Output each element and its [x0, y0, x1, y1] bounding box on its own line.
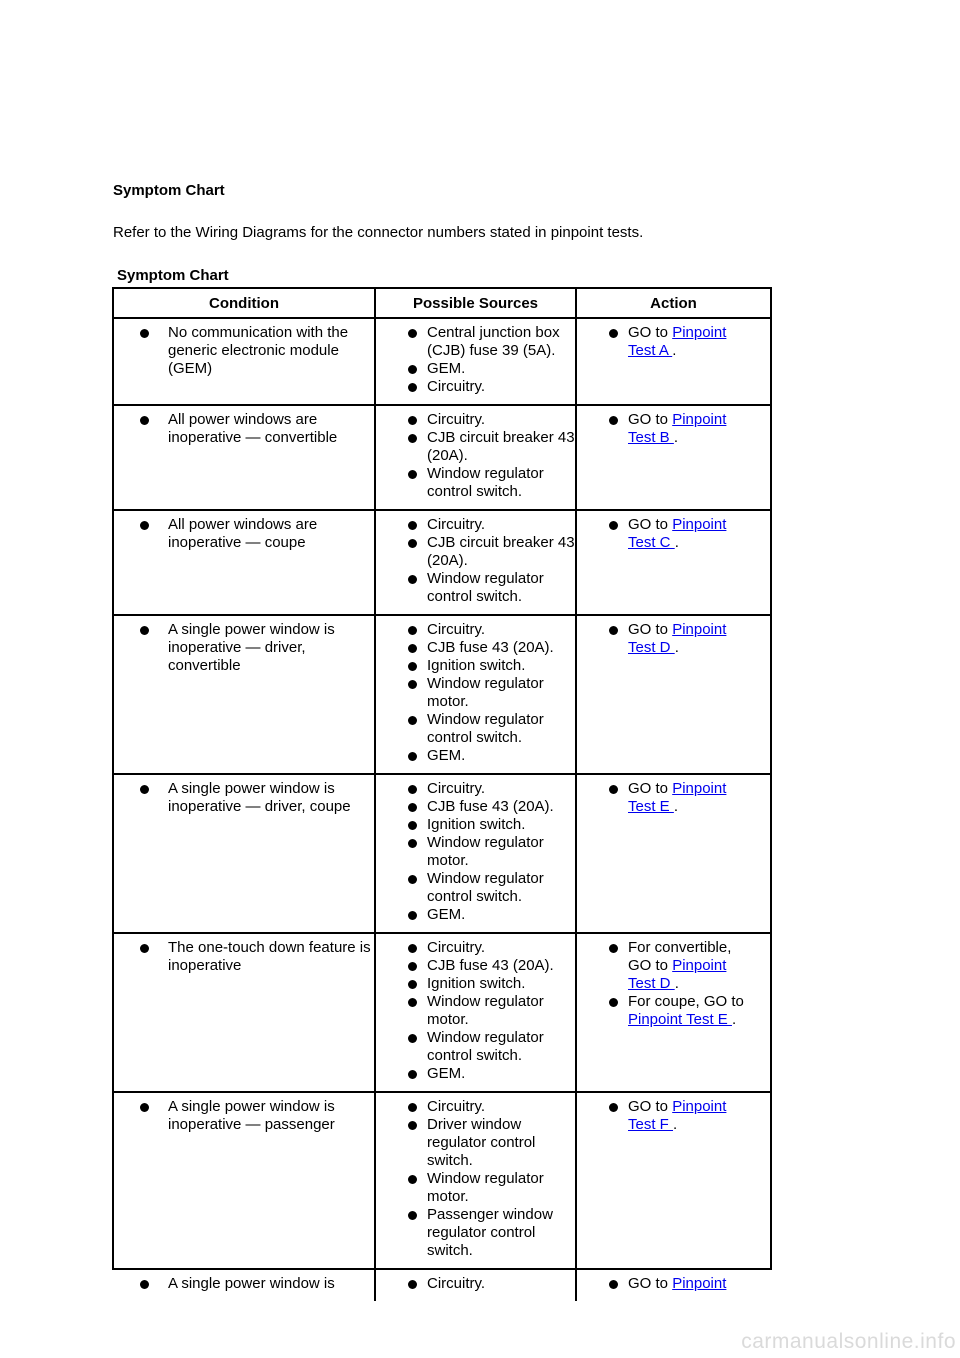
source-item: Passenger window regulator control switch. [376, 1206, 575, 1260]
action-prefix: GO to [628, 780, 673, 797]
action-item [577, 780, 770, 816]
header-possible-sources: Possible Sources [375, 289, 576, 318]
header-action: Action [576, 289, 770, 318]
pinpoint-test-link[interactable]: Pinpoint Test D [628, 957, 727, 992]
action-item [577, 621, 770, 657]
action-prefix: GO to [628, 1275, 673, 1292]
sources-cell [375, 405, 576, 510]
symptom-chart [112, 287, 772, 1292]
condition-cell [114, 933, 375, 1092]
table-row [114, 510, 770, 615]
pinpoint-test-link[interactable]: Pinpoint [672, 1275, 727, 1292]
action-cell [576, 615, 770, 774]
action-cell [576, 933, 770, 1092]
table-row [114, 1269, 770, 1301]
condition-item: All power windows are inoperative — coupe [114, 516, 374, 552]
pinpoint-test-link[interactable]: Pinpoint Test E [628, 780, 727, 815]
action-item [577, 516, 770, 552]
source-item: Circuitry. [376, 378, 575, 396]
source-item: CJB circuit breaker 43 (20A). [376, 429, 575, 465]
source-item: Ignition switch. [376, 975, 575, 993]
source-item: GEM. [376, 360, 575, 378]
action-prefix: GO to [628, 621, 673, 638]
symptom-table [114, 289, 770, 1301]
source-item: GEM. [376, 747, 575, 765]
table-row [114, 318, 770, 405]
action-prefix: GO to [628, 324, 673, 341]
action-cell [576, 405, 770, 510]
source-item: Driver window regulator control switch. [376, 1116, 575, 1170]
sources-cell [375, 615, 576, 774]
pinpoint-test-link[interactable]: Pinpoint Test C [628, 516, 727, 551]
action-cell [576, 318, 770, 405]
action-cell [576, 1092, 770, 1269]
source-item: Circuitry. [376, 1098, 575, 1116]
source-item: Ignition switch. [376, 816, 575, 834]
source-item: Window regulator motor. [376, 1170, 575, 1206]
pinpoint-test-link[interactable]: Pinpoint Test D [628, 621, 727, 656]
source-item: GEM. [376, 906, 575, 924]
condition-item: A single power window is inoperative — driver, coupe [114, 780, 374, 816]
condition-cell [114, 405, 375, 510]
sources-cell [375, 318, 576, 405]
action-suffix: . [674, 975, 679, 992]
condition-cell [114, 1269, 375, 1301]
condition-cell [114, 1092, 375, 1269]
source-item: Window regulator control switch. [376, 465, 575, 501]
sources-cell [375, 510, 576, 615]
condition-cell [114, 774, 375, 933]
table-header-row [114, 289, 770, 318]
action-suffix: . [672, 342, 677, 359]
source-item: CJB fuse 43 (20A). [376, 639, 575, 657]
action-suffix: . [673, 429, 679, 446]
sources-cell [375, 1092, 576, 1269]
action-suffix: . [731, 1011, 737, 1028]
action-item [577, 1275, 770, 1293]
action-cell [576, 1269, 770, 1301]
pinpoint-test-link[interactable]: Pinpoint Test B [628, 411, 727, 446]
intro-text: Refer to the Wiring Diagrams for the connector numbers stated in pinpoint tests. [113, 224, 644, 241]
source-item: Circuitry. [376, 516, 575, 534]
action-suffix: . [673, 798, 679, 815]
condition-cell [114, 615, 375, 774]
action-suffix: . [673, 1116, 678, 1133]
action-item [577, 411, 770, 447]
source-item: Circuitry. [376, 1275, 575, 1293]
sources-cell [375, 774, 576, 933]
table-caption: Symptom Chart [117, 267, 229, 284]
source-item: Circuitry. [376, 621, 575, 639]
condition-item: A single power window is inoperative — passenger [114, 1098, 374, 1134]
table-row [114, 933, 770, 1092]
pinpoint-test-link[interactable]: Pinpoint Test E [628, 1011, 732, 1028]
condition-item: A single power window is inoperative — driver, convertible [114, 621, 374, 675]
source-item: Window regulator motor. [376, 834, 575, 870]
condition-item: A single power window is [114, 1275, 374, 1293]
sources-cell [375, 1269, 576, 1301]
source-item: Window regulator control switch. [376, 711, 575, 747]
header-condition: Condition [114, 289, 375, 318]
table-row [114, 774, 770, 933]
condition-cell [114, 318, 375, 405]
source-item: Window regulator control switch. [376, 570, 575, 606]
source-item: CJB fuse 43 (20A). [376, 798, 575, 816]
action-cell [576, 774, 770, 933]
page-heading: Symptom Chart [113, 182, 225, 199]
condition-item: All power windows are inoperative — convertible [114, 411, 374, 447]
source-item: Circuitry. [376, 939, 575, 957]
source-item: Window regulator motor. [376, 675, 575, 711]
source-item: Window regulator control switch. [376, 1029, 575, 1065]
source-item: CJB fuse 43 (20A). [376, 957, 575, 975]
action-item [577, 993, 770, 1029]
action-item [577, 939, 770, 993]
action-cell [576, 510, 770, 615]
condition-item: The one-touch down feature is inoperative [114, 939, 374, 975]
action-suffix: . [674, 639, 679, 656]
action-prefix: For convertible, GO to [628, 939, 732, 974]
action-item [577, 1098, 770, 1134]
action-prefix: GO to [628, 1098, 673, 1115]
source-item: GEM. [376, 1065, 575, 1083]
table-row [114, 1092, 770, 1269]
pinpoint-test-link[interactable]: Pinpoint Test A [628, 324, 727, 359]
condition-cell [114, 510, 375, 615]
action-prefix: GO to [628, 411, 673, 428]
pinpoint-test-link[interactable]: Pinpoint Test F [628, 1098, 727, 1133]
source-item: Window regulator control switch. [376, 870, 575, 906]
source-item: Ignition switch. [376, 657, 575, 675]
source-item: Circuitry. [376, 780, 575, 798]
source-item: CJB circuit breaker 43 (20A). [376, 534, 575, 570]
action-prefix: GO to [628, 516, 673, 533]
source-item: Central junction box (CJB) fuse 39 (5A). [376, 324, 575, 360]
source-item: Circuitry. [376, 411, 575, 429]
table-row [114, 405, 770, 510]
source-item: Window regulator motor. [376, 993, 575, 1029]
sources-cell [375, 933, 576, 1092]
watermark: carmanualsonline.info [741, 1330, 956, 1353]
condition-item: No communication with the generic electronic module (GEM) [114, 324, 374, 378]
table-row [114, 615, 770, 774]
action-suffix: . [674, 534, 679, 551]
action-item [577, 324, 770, 360]
action-prefix: For coupe, GO to [628, 993, 744, 1010]
